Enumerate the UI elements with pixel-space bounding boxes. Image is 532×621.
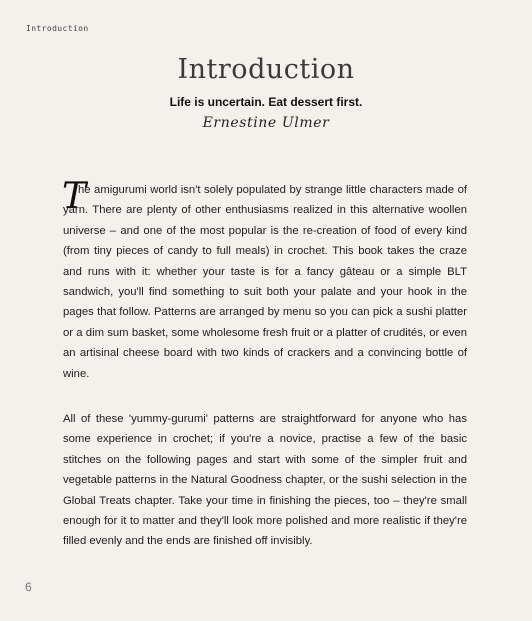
epigraph-quote: Life is uncertain. Eat dessert first. xyxy=(169,95,363,109)
epigraph-attribution: Ernestine Ulmer xyxy=(202,115,330,131)
drop-cap: T xyxy=(62,176,87,217)
body-paragraph-2: All of these 'yummy-gurumi' patterns are straightforward for anyone who has some experience in crochet; if you're a novice, practise a few of the basic stitches on the following pages and start with some of the simpler fruit and vegetable patterns in the Natural Goodness chapter, or the sushi selection in the Global Treats chapter. Take your time in finishing the pieces, too – they're small enough for it to matter and they'll look more polished and more realistic if they're filled evenly and the ends are finished off invisibly. xyxy=(63,413,467,548)
running-head: Introduction xyxy=(26,24,89,33)
page-number: 6 xyxy=(25,580,32,594)
body-paragraph-1: he amigurumi world isn't solely populated by strange little characters made of yarn. There are plenty of other enthusiasms realized in this alternative woollen universe – and one of the most popular is the re-creation of food of every kind (from tiny pieces of candy to full meals) in crochet. This book takes the craze and runs with it: whether your taste is for a fancy gâteau or a simple BLT sandwich, you'll find something to suit both your palate and your hook in the pages that follow. Patterns are arranged by menu so you can pick a sushi platter or a dim sum basket, some wholesome fresh fruit or a platter of crudités, or even an artisinal cheese board with two kinds of crackers and a convincing bottle of wine. xyxy=(63,184,467,380)
page-title: Introduction xyxy=(177,54,355,85)
